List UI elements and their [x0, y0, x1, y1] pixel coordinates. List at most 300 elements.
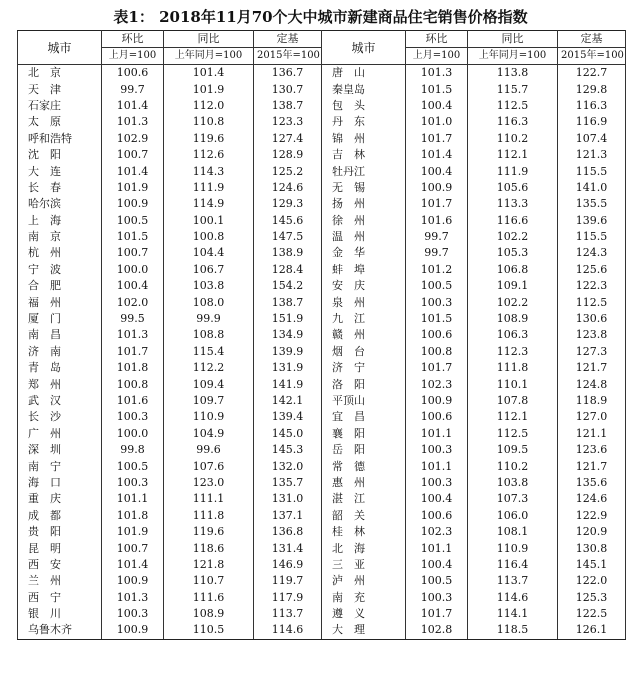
left-city-cell: 深 圳	[18, 442, 102, 458]
table-row	[18, 622, 626, 639]
table-row	[18, 278, 626, 294]
right-base-cell: 124.3	[558, 245, 626, 261]
right-city-cell: 温 州	[322, 229, 406, 245]
right-base-cell: 122.3	[558, 278, 626, 294]
table-row	[18, 409, 626, 425]
right-base-cell: 116.3	[558, 98, 626, 114]
right-city-cell: 南 充	[322, 590, 406, 606]
right-yoy-cell: 116.6	[468, 213, 558, 229]
left-base-cell: 135.7	[254, 475, 322, 491]
table-row	[18, 540, 626, 556]
table-row	[18, 491, 626, 507]
left-yoy-cell: 121.8	[164, 557, 254, 573]
left-base-cell: 138.9	[254, 245, 322, 261]
right-yoy-cell: 110.2	[468, 131, 558, 147]
right-yoy-cell: 110.9	[468, 540, 558, 556]
left-mom-cell: 100.3	[102, 409, 164, 425]
left-city-cell: 厦 门	[18, 311, 102, 327]
left-mom-cell: 101.3	[102, 327, 164, 343]
left-base-cell: 139.4	[254, 409, 322, 425]
right-mom-cell: 99.7	[406, 229, 468, 245]
left-city-cell: 南 京	[18, 229, 102, 245]
left-base-cell: 124.6	[254, 180, 322, 196]
header-city-right: 城市	[322, 31, 406, 65]
left-mom-cell: 100.3	[102, 606, 164, 622]
right-base-cell: 125.6	[558, 262, 626, 278]
table-row	[18, 590, 626, 606]
table-row	[18, 180, 626, 196]
left-base-cell: 129.3	[254, 196, 322, 212]
left-yoy-cell: 112.6	[164, 147, 254, 163]
header-row-main	[18, 31, 626, 48]
table-row	[18, 426, 626, 442]
left-yoy-cell: 99.6	[164, 442, 254, 458]
left-yoy-cell: 110.7	[164, 573, 254, 589]
right-base-cell: 116.9	[558, 114, 626, 130]
right-yoy-cell: 111.9	[468, 163, 558, 179]
price-index-table-wrapper	[17, 30, 625, 640]
right-yoy-cell: 106.8	[468, 262, 558, 278]
right-mom-cell: 100.9	[406, 393, 468, 409]
left-mom-cell: 99.7	[102, 81, 164, 97]
right-mom-cell: 100.6	[406, 508, 468, 524]
left-mom-cell: 100.0	[102, 426, 164, 442]
right-mom-cell: 100.4	[406, 163, 468, 179]
left-base-cell: 151.9	[254, 311, 322, 327]
left-base-cell: 128.9	[254, 147, 322, 163]
left-mom-cell: 101.7	[102, 344, 164, 360]
right-mom-cell: 100.8	[406, 344, 468, 360]
right-city-cell: 岳 阳	[322, 442, 406, 458]
right-city-cell: 包 头	[322, 98, 406, 114]
right-mom-cell: 100.6	[406, 409, 468, 425]
right-mom-cell: 101.1	[406, 426, 468, 442]
left-base-cell: 134.9	[254, 327, 322, 343]
left-base-cell: 139.9	[254, 344, 322, 360]
left-mom-cell: 100.5	[102, 458, 164, 474]
left-city-cell: 南 昌	[18, 327, 102, 343]
left-city-cell: 石家庄	[18, 98, 102, 114]
right-base-cell: 118.9	[558, 393, 626, 409]
table-row	[18, 508, 626, 524]
left-city-cell: 宁 波	[18, 262, 102, 278]
left-city-cell: 天 津	[18, 81, 102, 97]
left-mom-cell: 100.3	[102, 475, 164, 491]
right-mom-cell: 100.3	[406, 294, 468, 310]
right-yoy-cell: 109.5	[468, 442, 558, 458]
left-yoy-cell: 118.6	[164, 540, 254, 556]
right-base-cell: 121.7	[558, 360, 626, 376]
right-mom-cell: 102.3	[406, 524, 468, 540]
left-base-cell: 146.9	[254, 557, 322, 573]
left-city-cell: 西 宁	[18, 590, 102, 606]
right-mom-cell: 102.8	[406, 622, 468, 639]
left-mom-cell: 99.5	[102, 311, 164, 327]
left-yoy-cell: 109.4	[164, 376, 254, 392]
left-yoy-cell: 100.8	[164, 229, 254, 245]
table-row	[18, 573, 626, 589]
table-row	[18, 114, 626, 130]
right-base-cell: 145.1	[558, 557, 626, 573]
left-yoy-cell: 108.9	[164, 606, 254, 622]
right-mom-cell: 102.3	[406, 376, 468, 392]
right-mom-cell: 99.7	[406, 245, 468, 261]
left-base-cell: 142.1	[254, 393, 322, 409]
header-yoy-sub-left: 上年同月=100	[164, 48, 254, 65]
left-city-cell: 重 庆	[18, 491, 102, 507]
right-city-cell: 泉 州	[322, 294, 406, 310]
left-yoy-cell: 104.4	[164, 245, 254, 261]
header-mom-left: 环比	[102, 31, 164, 48]
header-base-sub-right: 2015年=100	[558, 48, 626, 65]
table-row	[18, 393, 626, 409]
left-mom-cell: 101.6	[102, 393, 164, 409]
right-city-cell: 宜 昌	[322, 409, 406, 425]
right-yoy-cell: 105.3	[468, 245, 558, 261]
left-city-cell: 太 原	[18, 114, 102, 130]
left-yoy-cell: 112.2	[164, 360, 254, 376]
right-yoy-cell: 118.5	[468, 622, 558, 639]
left-city-cell: 广 州	[18, 426, 102, 442]
left-yoy-cell: 111.6	[164, 590, 254, 606]
left-yoy-cell: 106.7	[164, 262, 254, 278]
left-mom-cell: 101.3	[102, 590, 164, 606]
left-base-cell: 125.2	[254, 163, 322, 179]
right-mom-cell: 100.5	[406, 278, 468, 294]
right-mom-cell: 100.4	[406, 491, 468, 507]
left-mom-cell: 100.7	[102, 147, 164, 163]
left-base-cell: 136.8	[254, 524, 322, 540]
left-city-cell: 武 汉	[18, 393, 102, 409]
right-city-cell: 赣 州	[322, 327, 406, 343]
left-base-cell: 131.0	[254, 491, 322, 507]
left-base-cell: 131.4	[254, 540, 322, 556]
right-yoy-cell: 106.3	[468, 327, 558, 343]
left-mom-cell: 101.4	[102, 557, 164, 573]
right-mom-cell: 100.3	[406, 442, 468, 458]
right-base-cell: 124.8	[558, 376, 626, 392]
left-mom-cell: 101.9	[102, 524, 164, 540]
right-base-cell: 123.8	[558, 327, 626, 343]
left-yoy-cell: 111.1	[164, 491, 254, 507]
right-city-cell: 锦 州	[322, 131, 406, 147]
left-mom-cell: 100.0	[102, 262, 164, 278]
right-city-cell: 北 海	[322, 540, 406, 556]
left-yoy-cell: 103.8	[164, 278, 254, 294]
right-city-cell: 烟 台	[322, 344, 406, 360]
right-yoy-cell: 102.2	[468, 229, 558, 245]
header-yoy-left: 同比	[164, 31, 254, 48]
left-base-cell: 119.7	[254, 573, 322, 589]
left-base-cell: 138.7	[254, 98, 322, 114]
right-city-cell: 常 德	[322, 458, 406, 474]
left-yoy-cell: 110.9	[164, 409, 254, 425]
left-yoy-cell: 114.9	[164, 196, 254, 212]
left-base-cell: 123.3	[254, 114, 322, 130]
right-city-cell: 三 亚	[322, 557, 406, 573]
right-mom-cell: 101.6	[406, 213, 468, 229]
right-yoy-cell: 106.0	[468, 508, 558, 524]
table-row	[18, 442, 626, 458]
right-city-cell: 济 宁	[322, 360, 406, 376]
right-city-cell: 遵 义	[322, 606, 406, 622]
right-yoy-cell: 113.8	[468, 65, 558, 82]
header-base-left: 定基	[254, 31, 322, 48]
left-city-cell: 大 连	[18, 163, 102, 179]
right-base-cell: 120.9	[558, 524, 626, 540]
right-yoy-cell: 112.3	[468, 344, 558, 360]
right-yoy-cell: 112.1	[468, 409, 558, 425]
left-base-cell: 145.6	[254, 213, 322, 229]
left-mom-cell: 101.1	[102, 491, 164, 507]
left-yoy-cell: 108.0	[164, 294, 254, 310]
left-city-cell: 西 安	[18, 557, 102, 573]
left-yoy-cell: 101.9	[164, 81, 254, 97]
right-city-cell: 金 华	[322, 245, 406, 261]
right-base-cell: 115.5	[558, 163, 626, 179]
left-city-cell: 北 京	[18, 65, 102, 82]
right-yoy-cell: 107.3	[468, 491, 558, 507]
right-base-cell: 123.6	[558, 442, 626, 458]
left-yoy-cell: 115.4	[164, 344, 254, 360]
left-mom-cell: 100.4	[102, 278, 164, 294]
right-mom-cell: 101.3	[406, 65, 468, 82]
right-yoy-cell: 110.2	[468, 458, 558, 474]
left-base-cell: 127.4	[254, 131, 322, 147]
left-city-cell: 合 肥	[18, 278, 102, 294]
right-city-cell: 丹 东	[322, 114, 406, 130]
left-mom-cell: 100.9	[102, 622, 164, 639]
left-base-cell: 154.2	[254, 278, 322, 294]
right-mom-cell: 101.1	[406, 540, 468, 556]
right-city-cell: 秦皇岛	[322, 81, 406, 97]
right-yoy-cell: 113.3	[468, 196, 558, 212]
right-city-cell: 惠 州	[322, 475, 406, 491]
header-base-right: 定基	[558, 31, 626, 48]
left-mom-cell: 101.9	[102, 180, 164, 196]
table-row	[18, 458, 626, 474]
left-mom-cell: 101.3	[102, 114, 164, 130]
right-mom-cell: 101.0	[406, 114, 468, 130]
left-mom-cell: 101.8	[102, 360, 164, 376]
right-base-cell: 122.5	[558, 606, 626, 622]
right-base-cell: 107.4	[558, 131, 626, 147]
left-city-cell: 长 春	[18, 180, 102, 196]
left-city-cell: 沈 阳	[18, 147, 102, 163]
right-yoy-cell: 113.7	[468, 573, 558, 589]
left-mom-cell: 101.5	[102, 229, 164, 245]
table-row	[18, 147, 626, 163]
left-mom-cell: 99.8	[102, 442, 164, 458]
left-city-cell: 贵 阳	[18, 524, 102, 540]
left-base-cell: 137.1	[254, 508, 322, 524]
right-base-cell: 122.0	[558, 573, 626, 589]
right-city-cell: 襄 阳	[322, 426, 406, 442]
right-mom-cell: 101.2	[406, 262, 468, 278]
header-yoy-right: 同比	[468, 31, 558, 48]
right-base-cell: 135.5	[558, 196, 626, 212]
right-base-cell: 121.7	[558, 458, 626, 474]
left-city-cell: 乌鲁木齐	[18, 622, 102, 639]
table-row	[18, 557, 626, 573]
right-base-cell: 130.6	[558, 311, 626, 327]
table-row	[18, 98, 626, 114]
table-row	[18, 360, 626, 376]
left-city-cell: 杭 州	[18, 245, 102, 261]
left-mom-cell: 100.8	[102, 376, 164, 392]
left-mom-cell: 100.5	[102, 213, 164, 229]
left-mom-cell: 102.0	[102, 294, 164, 310]
left-base-cell: 141.9	[254, 376, 322, 392]
left-base-cell: 128.4	[254, 262, 322, 278]
right-base-cell: 130.8	[558, 540, 626, 556]
right-yoy-cell: 107.8	[468, 393, 558, 409]
table-row	[18, 475, 626, 491]
right-yoy-cell: 109.1	[468, 278, 558, 294]
left-yoy-cell: 110.8	[164, 114, 254, 130]
right-base-cell: 126.1	[558, 622, 626, 639]
right-mom-cell: 101.1	[406, 458, 468, 474]
right-mom-cell: 101.5	[406, 311, 468, 327]
right-yoy-cell: 116.3	[468, 114, 558, 130]
header-base-sub-left: 2015年=100	[254, 48, 322, 65]
left-city-cell: 上 海	[18, 213, 102, 229]
left-mom-cell: 101.4	[102, 163, 164, 179]
right-city-cell: 泸 州	[322, 573, 406, 589]
left-city-cell: 哈尔滨	[18, 196, 102, 212]
right-city-cell: 蚌 埠	[322, 262, 406, 278]
left-yoy-cell: 112.0	[164, 98, 254, 114]
table-row	[18, 213, 626, 229]
left-city-cell: 南 宁	[18, 458, 102, 474]
left-city-cell: 银 川	[18, 606, 102, 622]
header-mom-sub-right: 上月=100	[406, 48, 468, 65]
right-mom-cell: 100.3	[406, 475, 468, 491]
left-yoy-cell: 100.1	[164, 213, 254, 229]
right-mom-cell: 100.9	[406, 180, 468, 196]
table-row	[18, 131, 626, 147]
right-yoy-cell: 110.1	[468, 376, 558, 392]
left-yoy-cell: 107.6	[164, 458, 254, 474]
left-yoy-cell: 99.9	[164, 311, 254, 327]
right-base-cell: 115.5	[558, 229, 626, 245]
price-index-table	[17, 30, 626, 640]
table-row	[18, 196, 626, 212]
left-base-cell: 138.7	[254, 294, 322, 310]
left-city-cell: 海 口	[18, 475, 102, 491]
left-city-cell: 呼和浩特	[18, 131, 102, 147]
left-yoy-cell: 114.3	[164, 163, 254, 179]
right-mom-cell: 101.5	[406, 81, 468, 97]
right-mom-cell: 101.7	[406, 196, 468, 212]
right-yoy-cell: 111.8	[468, 360, 558, 376]
left-yoy-cell: 109.7	[164, 393, 254, 409]
header-city-left: 城市	[18, 31, 102, 65]
right-mom-cell: 100.5	[406, 573, 468, 589]
right-city-cell: 平顶山	[322, 393, 406, 409]
left-mom-cell: 101.8	[102, 508, 164, 524]
right-mom-cell: 100.4	[406, 98, 468, 114]
left-city-cell: 兰 州	[18, 573, 102, 589]
right-city-cell: 桂 林	[322, 524, 406, 540]
right-mom-cell: 100.3	[406, 590, 468, 606]
table-row	[18, 606, 626, 622]
left-mom-cell: 102.9	[102, 131, 164, 147]
table-row	[18, 245, 626, 261]
table-row	[18, 524, 626, 540]
left-mom-cell: 101.4	[102, 98, 164, 114]
left-city-cell: 郑 州	[18, 376, 102, 392]
left-city-cell: 青 岛	[18, 360, 102, 376]
left-mom-cell: 100.6	[102, 65, 164, 82]
left-base-cell: 114.6	[254, 622, 322, 639]
left-yoy-cell: 119.6	[164, 524, 254, 540]
table-row	[18, 262, 626, 278]
table-row	[18, 311, 626, 327]
left-yoy-cell: 111.9	[164, 180, 254, 196]
right-base-cell: 125.3	[558, 590, 626, 606]
left-base-cell: 130.7	[254, 81, 322, 97]
left-yoy-cell: 119.6	[164, 131, 254, 147]
left-mom-cell: 100.7	[102, 540, 164, 556]
right-base-cell: 121.1	[558, 426, 626, 442]
table-body	[18, 65, 626, 640]
left-base-cell: 117.9	[254, 590, 322, 606]
table-row	[18, 376, 626, 392]
right-yoy-cell: 112.1	[468, 147, 558, 163]
table-row	[18, 229, 626, 245]
left-base-cell: 131.9	[254, 360, 322, 376]
header-yoy-sub-right: 上年同月=100	[468, 48, 558, 65]
right-mom-cell: 101.4	[406, 147, 468, 163]
right-city-cell: 牡丹江	[322, 163, 406, 179]
left-base-cell: 145.3	[254, 442, 322, 458]
table-row	[18, 294, 626, 310]
right-city-cell: 大 理	[322, 622, 406, 639]
table-row	[18, 327, 626, 343]
right-city-cell: 韶 关	[322, 508, 406, 524]
right-base-cell: 129.8	[558, 81, 626, 97]
left-city-cell: 济 南	[18, 344, 102, 360]
right-city-cell: 九 江	[322, 311, 406, 327]
right-yoy-cell: 108.1	[468, 524, 558, 540]
right-base-cell: 122.7	[558, 65, 626, 82]
right-base-cell: 135.6	[558, 475, 626, 491]
right-mom-cell: 100.6	[406, 327, 468, 343]
right-yoy-cell: 103.8	[468, 475, 558, 491]
left-city-cell: 福 州	[18, 294, 102, 310]
right-base-cell: 122.9	[558, 508, 626, 524]
left-yoy-cell: 101.4	[164, 65, 254, 82]
right-yoy-cell: 114.1	[468, 606, 558, 622]
right-city-cell: 安 庆	[322, 278, 406, 294]
right-yoy-cell: 116.4	[468, 557, 558, 573]
right-city-cell: 湛 江	[322, 491, 406, 507]
right-city-cell: 洛 阳	[322, 376, 406, 392]
right-base-cell: 141.0	[558, 180, 626, 196]
left-yoy-cell: 123.0	[164, 475, 254, 491]
left-base-cell: 147.5	[254, 229, 322, 245]
right-city-cell: 徐 州	[322, 213, 406, 229]
right-mom-cell: 100.4	[406, 557, 468, 573]
header-mom-right: 环比	[406, 31, 468, 48]
left-base-cell: 136.7	[254, 65, 322, 82]
header-mom-sub-left: 上月=100	[102, 48, 164, 65]
right-city-cell: 无 锡	[322, 180, 406, 196]
right-mom-cell: 101.7	[406, 606, 468, 622]
right-mom-cell: 101.7	[406, 360, 468, 376]
left-base-cell: 113.7	[254, 606, 322, 622]
